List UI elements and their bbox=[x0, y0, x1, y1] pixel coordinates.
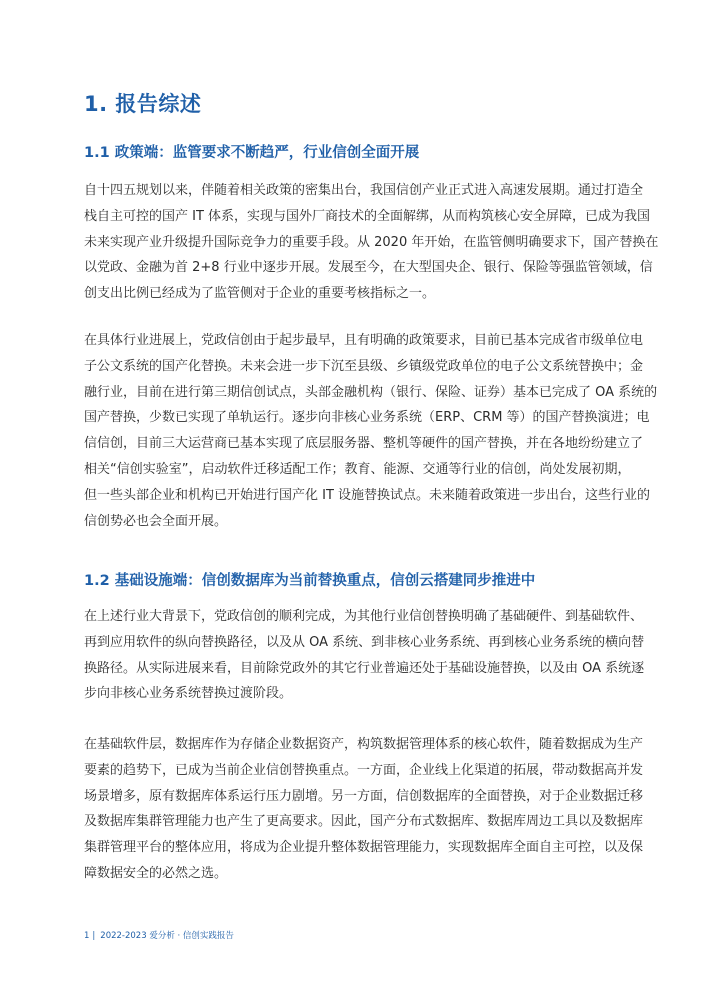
section-1-1-paragraph-1 bbox=[84, 178, 659, 307]
section-1-2-paragraph-1 bbox=[84, 604, 645, 707]
section-1-1-title: 1.1 政策端：监管要求不断趋严，行业信创全面开展 bbox=[84, 145, 420, 161]
footer-report-title: 2022-2023 爱分析 · 信创实践报告 bbox=[100, 931, 234, 941]
text-line: 要素的趋势下，已成为当前企业信创替换重点。一方面，企业线上化渠道的拓展，带动数据高并发 bbox=[84, 762, 644, 778]
text-line: 自十四五规划以来，伴随着相关政策的密集出台，我国信创产业正式进入高速发展期。通过打造全 bbox=[84, 183, 644, 198]
text-line: 场景增多，原有数据库体系运行压力剧增。另一方面，信创数据库的全面替换，对于企业数据迁移 bbox=[84, 788, 644, 804]
text-line: 以党政、金融为首 2+8 行业中逐步开展。发展至今，在大型国央企、银行、保险等强监管领域，信 bbox=[84, 260, 653, 276]
section-1-2-paragraph-2 bbox=[84, 732, 644, 887]
text-line: 创支出比例已经成为了监管侧对于企业的重要考核指标之一。 bbox=[84, 286, 436, 302]
footer-separator: | bbox=[92, 931, 96, 941]
text-line: 但一些头部企业和机构已开始进行国产化 IT 设施替换试点。未来随着政策进一步出台，这些行业的 bbox=[84, 487, 651, 503]
text-line: 集群管理平台的整体应用，将成为企业提升整体数据管理能力，实现数据库全面自主可控，以及保 bbox=[84, 840, 644, 856]
text-line: 国产替换，少数已实现了单轨运行。逐步向非核心业务系统（ERP、CRM 等）的国产替换演进；电 bbox=[84, 410, 650, 426]
text-line: 栈自主可控的国产 IT 体系，实现与国外厂商技术的全面解绑，从而构筑核心安全屏障，已成为我国 bbox=[84, 208, 651, 224]
page-footer bbox=[84, 929, 234, 941]
text-line: 再到应用软件的纵向替换路径，以及从 OA 系统、到非核心业务系统、再到核心业务系统的横向替 bbox=[84, 634, 645, 650]
text-line: 信信创，目前三大运营商已基本实现了底层服务器、整机等硬件的国产替换，并在各地纷纷建立了 bbox=[84, 436, 644, 452]
text-line: 未来实现产业升级提升国际竞争力的重要手段。从 2020 年开始，在监管侧明确要求下，国产替换在 bbox=[84, 234, 659, 250]
text-line: 及数据库集群管理能力也产生了更高要求。因此，国产分布式数据库、数据库周边工具以及数据库 bbox=[84, 814, 644, 830]
text-line: 子公文系统的国产化替换。未来会进一步下沉至县级、乡镇级党政单位的电子公文系统替换中；金 bbox=[84, 358, 644, 374]
page-number: 1 bbox=[84, 931, 90, 941]
section-1-1-paragraph-2 bbox=[84, 328, 658, 534]
text-line: 障数据安全的必然之选。 bbox=[84, 865, 228, 881]
text-line: 融行业，目前在进行第三期信创试点，头部金融机构（银行、保险、证券）基本已完成了 OA 系统的 bbox=[84, 384, 658, 400]
section-1-2-title: 1.2 基础设施端：信创数据库为当前替换重点，信创云搭建同步推进中 bbox=[84, 573, 536, 589]
text-line: 信创势必也会全面开展。 bbox=[84, 513, 228, 529]
report-heading: 1. 报告综述 bbox=[84, 92, 202, 116]
text-line: 换路径。从实际进展来看，目前除党政外的其它行业普遍还处于基础设施替换，以及由 OA 系统逐 bbox=[84, 660, 645, 676]
text-line: 在基础软件层，数据库作为存储企业数据资产，构筑数据管理体系的核心软件，随着数据成为生产 bbox=[84, 737, 644, 752]
text-line: 相关“信创实验室”，启动软件迁移适配工作；教育、能源、交通等行业的信创，尚处发展初期， bbox=[84, 461, 631, 477]
text-line: 在具体行业进展上，党政信创由于起步最早，且有明确的政策要求，目前已基本完成省市级单位电 bbox=[84, 333, 644, 348]
text-line: 在上述行业大背景下，党政信创的顺利完成，为其他行业信创替换明确了基础硬件、到基础软件、 bbox=[84, 609, 644, 624]
text-line: 步向非核心业务系统替换过渡阶段。 bbox=[84, 686, 293, 702]
